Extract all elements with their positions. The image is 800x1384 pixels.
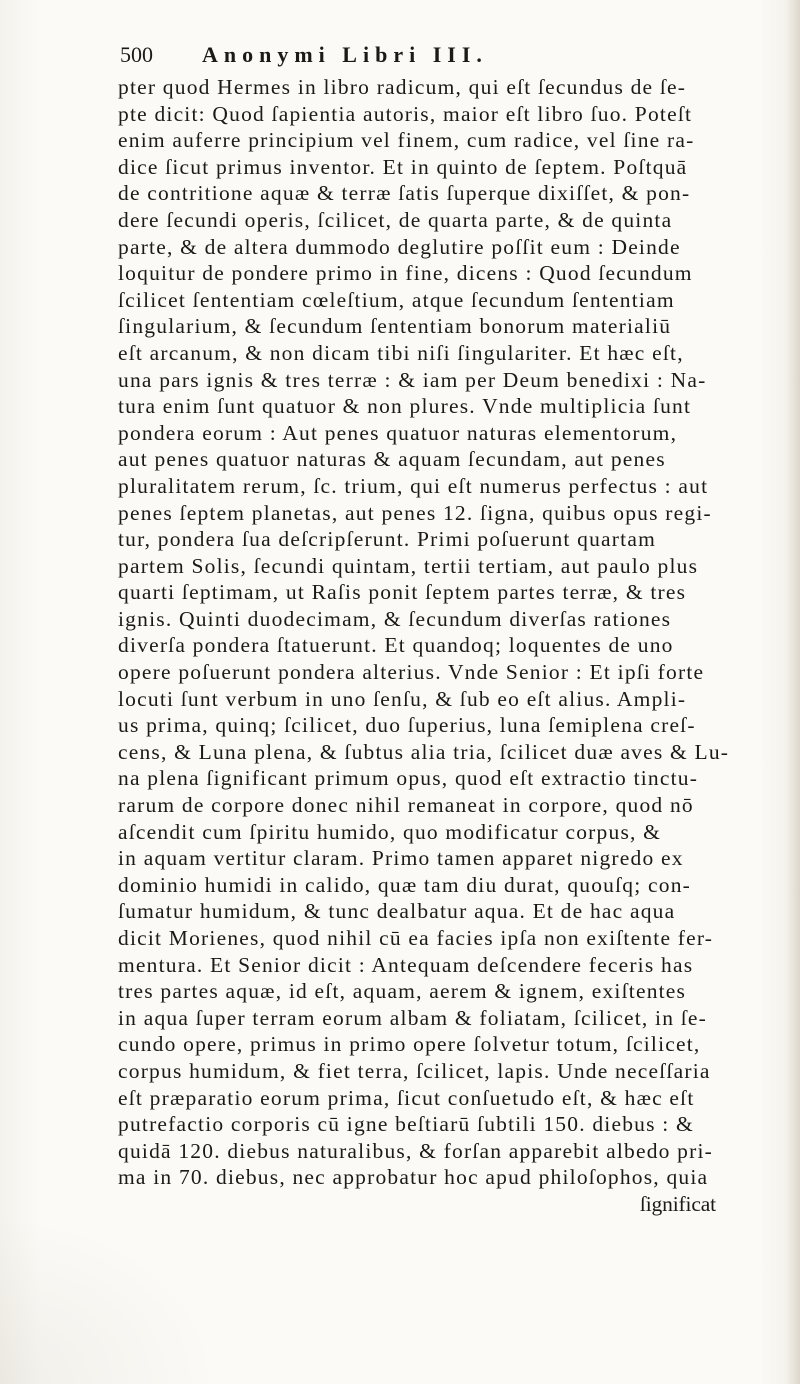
text-line: aut penes quatuor naturas & aquam ſecundam, aut penes xyxy=(118,447,666,472)
body-text xyxy=(118,74,768,1218)
text-line: cens, & Luna plena, & ſubtus alia tria, ſcilicet duæ aves & Lu- xyxy=(118,739,730,764)
text-line: diverſa pondera ſtatuerunt. Et quandoq; loquentes de uno xyxy=(118,633,674,658)
page-corner-stain xyxy=(0,1214,220,1384)
text-line: de contritione aquæ & terræ ſatis ſuperque dixiſſet, & pon- xyxy=(118,181,691,206)
text-line: eſt præparatio eorum prima, ſicut conſuetudo eſt, & hæc eſt xyxy=(118,1085,695,1110)
text-line: eſt arcanum, & non dicam tibi niſi ſingulariter. Et hæc eſt, xyxy=(118,340,684,365)
text-line: pter quod Hermes in libro radicum, qui eſt ſecundus de ſe- xyxy=(118,75,687,99)
text-line: dere ſecundi operis, ſcilicet, de quarta parte, & de quinta xyxy=(118,207,673,232)
text-line: na plena ſignificant primum opus, quod eſt extractio tinctu- xyxy=(118,766,699,791)
text-line: tur, pondera ſua deſcripſerunt. Primi poſuerunt quartam xyxy=(118,527,657,552)
text-line: parte, & de altera dummodo deglutire poſſit eum : Deinde xyxy=(118,234,681,259)
text-line: pondera eorum : Aut penes quatuor naturas elementorum, xyxy=(118,420,678,445)
running-title: Anonymi Libri III. xyxy=(202,42,488,67)
text-line: ſumatur humidum, & tunc dealbatur aqua. Et de hac aqua xyxy=(118,899,676,924)
text-line: in aqua ſuper terram eorum albam & foliatam, ſcilicet, in ſe- xyxy=(118,1005,708,1030)
text-line: pte dicit: Quod ſapientia autoris, maior eſt libro ſuo. Poteſt xyxy=(118,101,693,126)
text-line: aſcendit cum ſpiritu humido, quo modificatur corpus, & xyxy=(118,819,662,844)
text-line: partem Solis, ſecundi quintam, tertii tertiam, aut paulo plus xyxy=(118,553,699,578)
text-line: loquitur de pondere primo in fine, dicens : Quod ſecundum xyxy=(118,261,693,286)
text-line: ſingularium, & ſecundum ſententiam bonorum materialiū xyxy=(118,314,672,339)
text-line: corpus humidum, & fiet terra, ſcilicet, lapis. Unde neceſſaria xyxy=(118,1058,711,1083)
text-line: quarti ſeptimam, ut Raſis ponit ſeptem partes terræ, & tres xyxy=(118,580,687,605)
text-line: mentura. Et Senior dicit : Antequam deſcendere feceris has xyxy=(118,952,694,977)
text-line: opere poſuerunt pondera alterius. Vnde Senior : Et ipſi forte xyxy=(118,660,705,685)
text-line: in aquam vertitur claram. Primo tamen apparet nigredo ex xyxy=(118,846,684,871)
catchword: ſignificat xyxy=(639,1191,716,1216)
text-line: cundo opere, primus in primo opere ſolvetur totum, ſcilicet, xyxy=(118,1032,701,1057)
text-line: ignis. Quinti duodecimam, & ſecundum diverſas rationes xyxy=(118,606,672,631)
text-line: locuti ſunt verbum in uno ſenſu, & ſub eo eſt alius. Ampli- xyxy=(118,686,687,711)
text-line: pluralitatem rerum, ſc. trium, qui eſt numerus perfectus : aut xyxy=(118,473,709,498)
text-line: una pars ignis & tres terræ : & iam per Deum benedixi : Na- xyxy=(118,367,707,392)
page-edge-shadow xyxy=(786,0,800,1384)
page-header xyxy=(120,38,760,72)
text-line: dicit Morienes, quod nihil cū ea facies ipſa non exiſtente fer- xyxy=(118,926,714,950)
text-line: quidā 120. diebus naturalibus, & forſan apparebit albedo pri- xyxy=(118,1138,714,1163)
text-line: ma in 70. diebus, nec approbatur hoc apud philoſophos, quia xyxy=(118,1165,709,1190)
text-line: enim auferre principium vel finem, cum radice, vel ſine ra- xyxy=(118,128,695,153)
text-line: us prima, quinq; ſcilicet, duo ſuperius, luna ſemiplena creſ- xyxy=(118,713,696,738)
text-line: putrefactio corporis cū igne beſtiarū ſubtili 150. diebus : & xyxy=(118,1112,694,1137)
text-line: penes ſeptem planetas, aut penes 12. ſigna, quibus opus regi- xyxy=(118,500,712,525)
text-line: tres partes aquæ, id eſt, aquam, aerem & ignem, exiſtentes xyxy=(118,979,687,1004)
text-line: ſcilicet ſententiam cœleſtium, atque ſecundum ſententiam xyxy=(118,287,675,312)
text-line: dice ſicut primus inventor. Et in quinto de ſeptem. Poſtquā xyxy=(118,154,688,179)
page-number: 500 xyxy=(120,42,153,67)
text-line: dominio humidi in calido, quæ tam diu durat, quouſq; con- xyxy=(118,872,691,897)
text-line: tura enim ſunt quatuor & non plures. Vnde multiplicia ſunt xyxy=(118,394,692,419)
text-line: rarum de corpore donec nihil remaneat in corpore, quod nō xyxy=(118,793,694,818)
